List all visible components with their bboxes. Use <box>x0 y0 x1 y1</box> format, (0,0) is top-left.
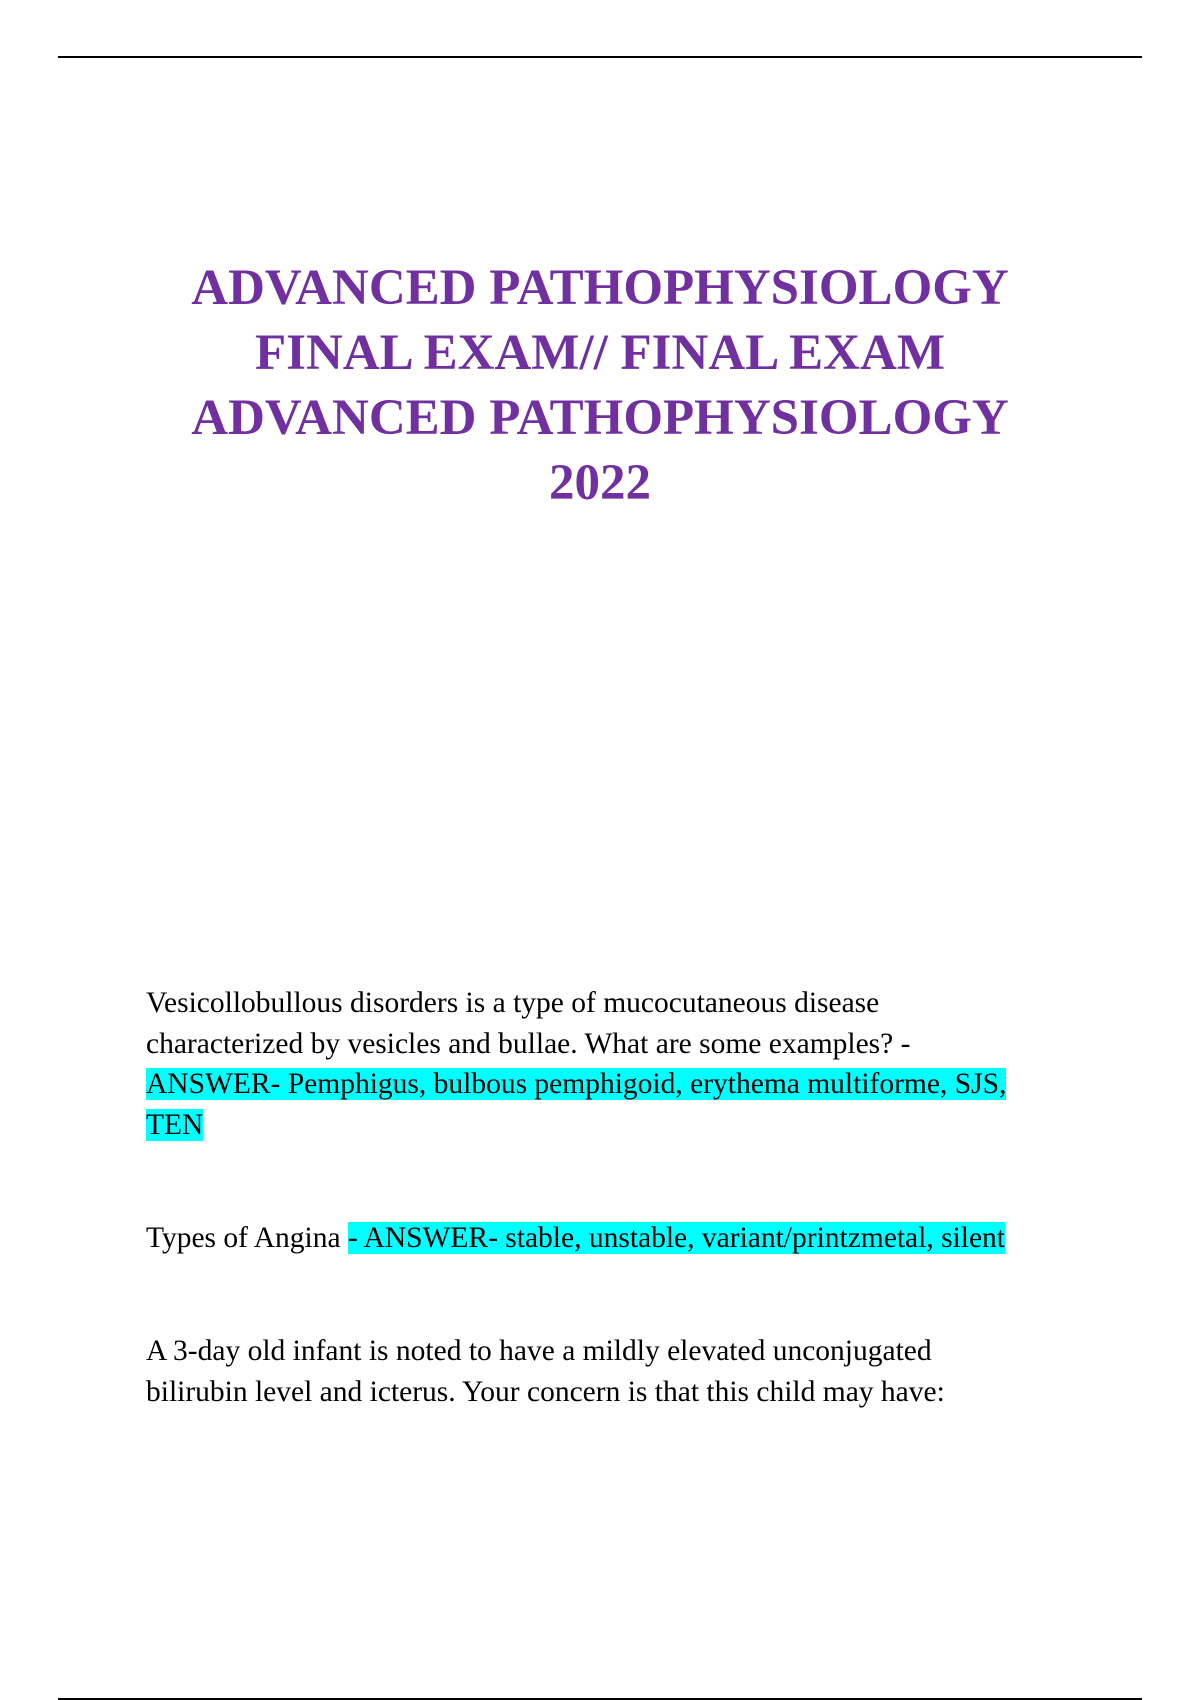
header-rule <box>58 56 1142 58</box>
question-text: Vesicollobullous disorders is a type of mucocutaneous disease <box>146 987 880 1019</box>
document-title <box>100 256 1100 516</box>
qa-item <box>146 1331 1096 1412</box>
title-line: FINAL EXAM// FINAL EXAM <box>255 325 945 381</box>
question-text: Types of Angina <box>146 1222 348 1254</box>
qa-item <box>146 1218 1096 1259</box>
answer-highlight: ANSWER- Pemphigus, bulbous pemphigoid, erythema multiforme, SJS, <box>146 1068 1007 1100</box>
qa-item <box>146 983 1096 1145</box>
title-line: ADVANCED PATHOPHYSIOLOGY <box>191 390 1009 446</box>
answer-highlight: - ANSWER- stable, unstable, variant/printzmetal, silent <box>347 1222 1005 1254</box>
question-text: characterized by vesicles and bullae. What are some examples? - <box>146 1027 911 1060</box>
title-line: 2022 <box>549 455 651 511</box>
question-text: bilirubin level and icterus. Your concern is that this child may have: <box>146 1375 945 1408</box>
answer-highlight: TEN <box>146 1108 204 1141</box>
title-line: ADVANCED PATHOPHYSIOLOGY <box>191 260 1009 316</box>
question-text: A 3-day old infant is noted to have a mildly elevated unconjugated <box>146 1335 932 1367</box>
